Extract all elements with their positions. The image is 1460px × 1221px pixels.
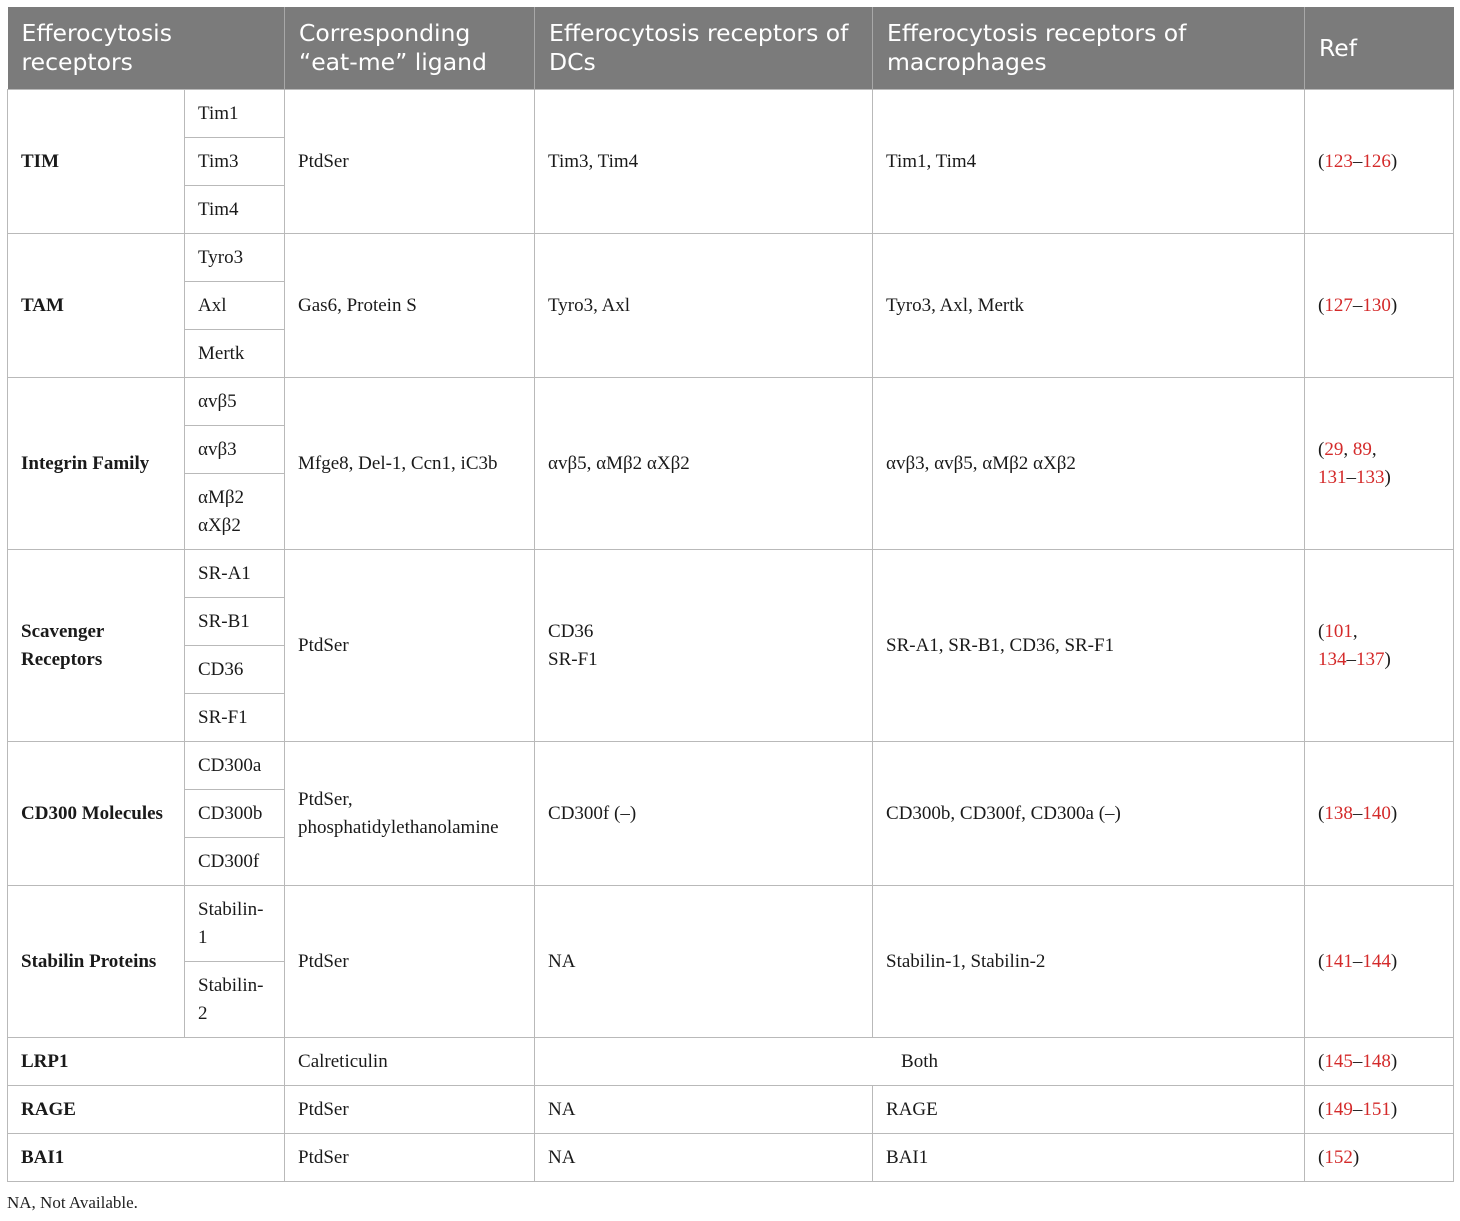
ref-link[interactable]: 134 xyxy=(1318,648,1347,670)
member-cell: αMβ2 αXβ2 xyxy=(185,474,285,550)
ligand-cell: Calreticulin xyxy=(285,1038,535,1086)
table-row xyxy=(8,550,1454,598)
dcs-cell: NA xyxy=(535,1134,873,1182)
both-cell: Both xyxy=(535,1038,1305,1086)
family-cell: Scavenger Receptors xyxy=(8,550,185,742)
ref-cell: (149–151) xyxy=(1305,1086,1454,1134)
ref-cell: (152) xyxy=(1305,1134,1454,1182)
ligand-cell: PtdSer xyxy=(285,90,535,234)
ligand-cell: PtdSer, phosphatidylethanolamine xyxy=(285,742,535,886)
macrophages-cell: SR-A1, SR-B1, CD36, SR-F1 xyxy=(873,550,1305,742)
family-cell: TAM xyxy=(8,234,185,378)
ref-link[interactable]: 151 xyxy=(1362,1098,1391,1120)
ref-link[interactable]: 127 xyxy=(1324,294,1353,316)
member-cell: CD300a xyxy=(185,742,285,790)
member-cell: CD300f xyxy=(185,838,285,886)
member-cell: SR-A1 xyxy=(185,550,285,598)
ref-link[interactable]: 141 xyxy=(1324,950,1353,972)
ref-link[interactable]: 131 xyxy=(1318,466,1347,488)
member-cell: Stabilin-1 xyxy=(185,886,285,962)
ligand-cell: PtdSer xyxy=(285,1134,535,1182)
ligand-cell: PtdSer xyxy=(285,550,535,742)
table-row xyxy=(8,1134,1454,1182)
header-macrophages: Efferocytosis receptors of macrophages xyxy=(873,7,1305,90)
header-receptors: Efferocytosis receptors xyxy=(8,7,285,90)
ligand-cell: Mfge8, Del-1, Ccn1, iC3b xyxy=(285,378,535,550)
ref-cell: (123–126) xyxy=(1305,90,1454,234)
member-cell: Tyro3 xyxy=(185,234,285,282)
ref-link[interactable]: 138 xyxy=(1324,802,1353,824)
ref-link[interactable]: 123 xyxy=(1324,150,1353,172)
table-row xyxy=(8,886,1454,962)
ref-link[interactable]: 152 xyxy=(1324,1146,1353,1168)
family-cell: CD300 Molecules xyxy=(8,742,185,886)
header-dcs: Efferocytosis receptors of DCs xyxy=(535,7,873,90)
table-row xyxy=(8,742,1454,790)
table-header-row xyxy=(8,7,1454,90)
member-cell: Stabilin-2 xyxy=(185,962,285,1038)
family-cell: TIM xyxy=(8,90,185,234)
member-cell: αvβ5 xyxy=(185,378,285,426)
dcs-cell: Tyro3, Axl xyxy=(535,234,873,378)
member-cell: CD300b xyxy=(185,790,285,838)
table-row xyxy=(8,378,1454,426)
dcs-cell: αvβ5, αMβ2 αXβ2 xyxy=(535,378,873,550)
member-cell: SR-F1 xyxy=(185,694,285,742)
dcs-cell: Tim3, Tim4 xyxy=(535,90,873,234)
member-cell: Tim3 xyxy=(185,138,285,186)
macrophages-cell: Tyro3, Axl, Mertk xyxy=(873,234,1305,378)
ref-link[interactable]: 101 xyxy=(1324,620,1353,642)
dcs-cell xyxy=(535,550,873,742)
dcs-cell: CD300f (–) xyxy=(535,742,873,886)
ref-cell: (145–148) xyxy=(1305,1038,1454,1086)
ligand-cell: PtdSer xyxy=(285,886,535,1038)
table-row xyxy=(8,1038,1454,1086)
family-cell: Integrin Family xyxy=(8,378,185,550)
table-row xyxy=(8,90,1454,138)
family-cell: LRP1 xyxy=(8,1038,285,1086)
ref-link[interactable]: 89 xyxy=(1352,438,1372,460)
dcs-cell: NA xyxy=(535,1086,873,1134)
header-ref: Ref xyxy=(1305,7,1454,90)
ref-link[interactable]: 133 xyxy=(1356,466,1385,488)
ref-link[interactable]: 29 xyxy=(1324,438,1344,460)
member-cell: Axl xyxy=(185,282,285,330)
member-cell: αvβ3 xyxy=(185,426,285,474)
ref-link[interactable]: 126 xyxy=(1362,150,1391,172)
macrophages-cell: Tim1, Tim4 xyxy=(873,90,1305,234)
dcs-cell: NA xyxy=(535,886,873,1038)
family-cell: RAGE xyxy=(8,1086,285,1134)
efferocytosis-receptors-table xyxy=(7,7,1454,1182)
member-cell: Mertk xyxy=(185,330,285,378)
ligand-cell: PtdSer xyxy=(285,1086,535,1134)
ligand-cell: Gas6, Protein S xyxy=(285,234,535,378)
member-cell: Tim4 xyxy=(185,186,285,234)
ref-cell: (138–140) xyxy=(1305,742,1454,886)
ref-link[interactable]: 149 xyxy=(1324,1098,1353,1120)
ref-cell: (29, 89, 131–133) xyxy=(1305,378,1454,550)
family-cell: Stabilin Proteins xyxy=(8,886,185,1038)
ref-link[interactable]: 130 xyxy=(1362,294,1391,316)
ref-link[interactable]: 148 xyxy=(1362,1050,1391,1072)
member-cell: Tim1 xyxy=(185,90,285,138)
ref-link[interactable]: 140 xyxy=(1362,802,1391,824)
table-row xyxy=(8,1086,1454,1134)
member-cell: SR-B1 xyxy=(185,598,285,646)
macrophages-cell: αvβ3, αvβ5, αMβ2 αXβ2 xyxy=(873,378,1305,550)
macrophages-cell: Stabilin-1, Stabilin-2 xyxy=(873,886,1305,1038)
table-footnote: NA, Not Available. xyxy=(7,1193,138,1212)
family-cell: BAI1 xyxy=(8,1134,285,1182)
header-ligand: Corresponding “eat-me” ligand xyxy=(285,7,535,90)
ref-link[interactable]: 145 xyxy=(1324,1050,1353,1072)
dcs-line: CD36 xyxy=(548,620,594,642)
macrophages-cell: BAI1 xyxy=(873,1134,1305,1182)
macrophages-cell: RAGE xyxy=(873,1086,1305,1134)
ref-link[interactable]: 137 xyxy=(1356,648,1385,670)
ref-cell: (141–144) xyxy=(1305,886,1454,1038)
ref-cell: (127–130) xyxy=(1305,234,1454,378)
macrophages-cell: CD300b, CD300f, CD300a (–) xyxy=(873,742,1305,886)
table-row xyxy=(8,234,1454,282)
ref-cell: (101, 134–137) xyxy=(1305,550,1454,742)
ref-link[interactable]: 144 xyxy=(1362,950,1391,972)
member-cell: CD36 xyxy=(185,646,285,694)
dcs-line: SR-F1 xyxy=(548,648,598,670)
